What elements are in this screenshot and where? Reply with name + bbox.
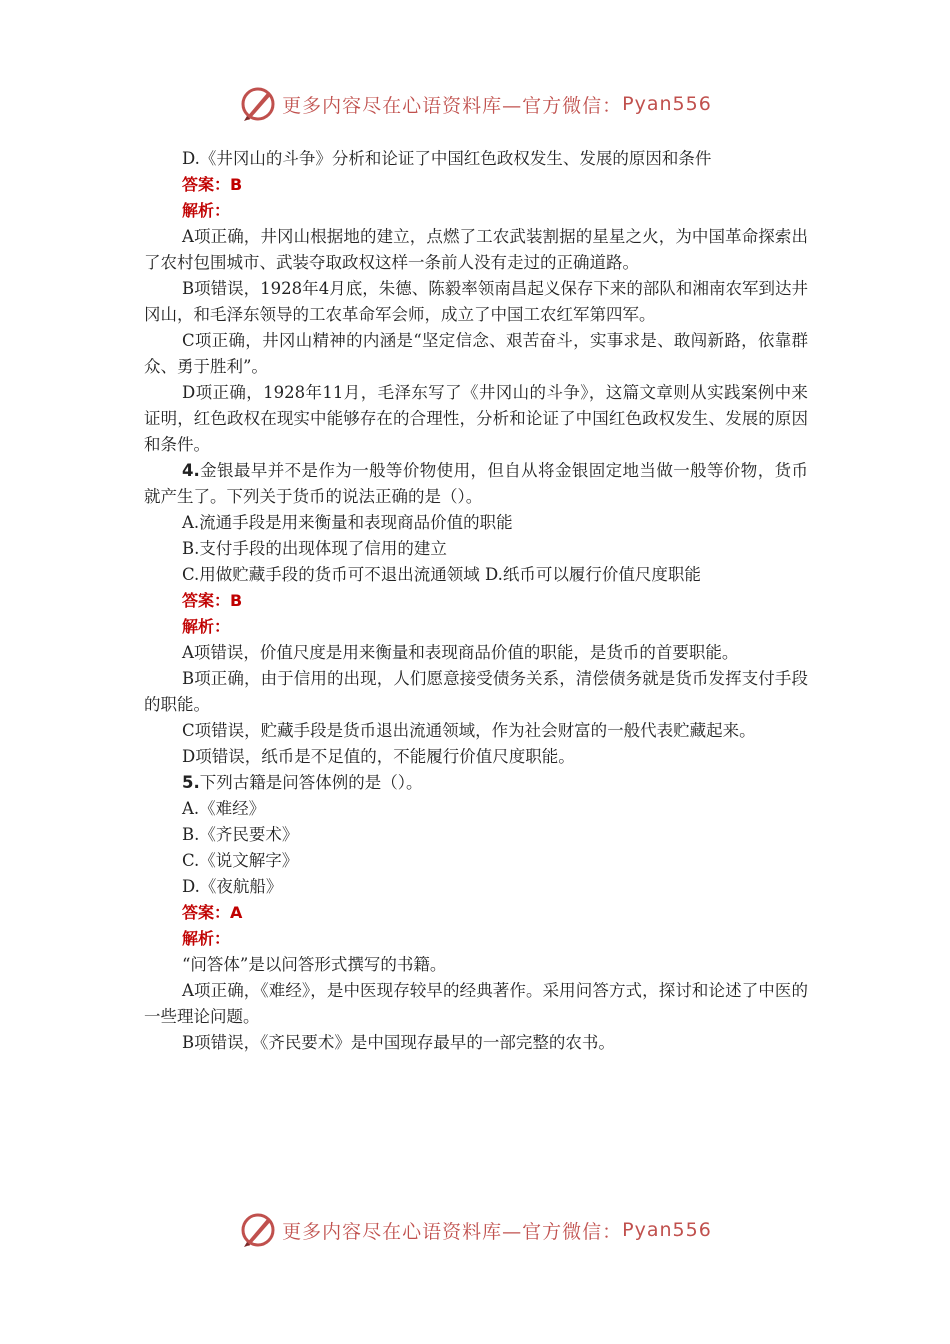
answer-label: 答案：B <box>182 591 243 610</box>
banner-wechat-id: Pyan556 <box>622 1219 712 1241</box>
question-number: 5. <box>182 773 200 792</box>
explanation-paragraph: B项错误，《齐民要术》是中国现存最早的一部完整的农书。 <box>182 1033 615 1052</box>
option-d: D.《夜航船》 <box>182 877 283 896</box>
analysis-label: 解析： <box>182 617 231 636</box>
explanation-paragraph: C项错误，贮藏手段是货币退出流通领域，作为社会财富的一般代表贮藏起来。 <box>182 721 756 740</box>
banner-text: 更多内容尽在心语资料库—官方微信： <box>282 94 623 117</box>
explanation-paragraph: A项正确，《难经》，是中医现存较早的经典著作。采用问答方式，探讨和论述了中医的一些理论问题。 <box>144 981 808 1026</box>
option-c-d: C.用做贮藏手段的货币可不退出流通领域 D.纸币可以履行价值尺度职能 <box>182 565 701 584</box>
explanation-paragraph: B项正确，由于信用的出现，人们愿意接受债务关系，清偿债务就是货币发挥支付手段的职能。 <box>144 669 808 714</box>
option-a: A.《难经》 <box>182 799 266 818</box>
explanation-paragraph: D项正确，1928年11月，毛泽东写了《井冈山的斗争》，这篇文章则从实践案例中来证明，红色政权在现实中能够存在的合理性，分析和论证了中国红色政权发生、发展的原因和条件。 <box>144 383 808 454</box>
answer-label: 答案：A <box>182 903 243 922</box>
explanation-paragraph: “问答体”是以问答形式撰写的书籍。 <box>182 955 447 974</box>
question-text: 金银最早并不是作为一般等价物使用，但自从将金银固定地当做一般等价物，货币就产生了。下列关于货币的说法正确的是（）。 <box>144 461 808 506</box>
analysis-label: 解析： <box>182 201 231 220</box>
question-text: 下列古籍是问答体例的是（）。 <box>199 773 423 792</box>
option-a: A.流通手段是用来衡量和表现商品价值的职能 <box>182 513 513 532</box>
answer-label: 答案：B <box>182 175 243 194</box>
banner-wechat-id: Pyan556 <box>622 93 712 115</box>
explanation-paragraph: B项错误，1928年4月底，朱德、陈毅率领南昌起义保存下来的部队和湘南农军到达井冈山，和毛泽东领导的工农革命军会师，成立了中国工农红军第四军。 <box>144 279 808 324</box>
analysis-label: 解析： <box>182 929 231 948</box>
pen-logo-icon <box>238 1210 278 1250</box>
option-b: B.支付手段的出现体现了信用的建立 <box>182 539 447 558</box>
explanation-paragraph: A项错误，价值尺度是用来衡量和表现商品价值的职能，是货币的首要职能。 <box>182 643 739 662</box>
pen-logo-icon <box>238 84 278 124</box>
footer-banner <box>0 1210 950 1250</box>
question-number: 4. <box>182 461 200 480</box>
banner-text: 更多内容尽在心语资料库—官方微信： <box>282 1220 623 1243</box>
explanation-paragraph: C项正确，井冈山精神的内涵是“坚定信念、艰苦奋斗，实事求是、敢闯新路，依靠群众、勇于胜利”。 <box>144 331 808 376</box>
question-5 <box>144 770 808 796</box>
explanation-paragraph: D项错误，纸币是不足值的，不能履行价值尺度职能。 <box>182 747 575 766</box>
option-b: B.《齐民要术》 <box>182 825 299 844</box>
option-c: C.《说文解字》 <box>182 851 299 870</box>
option-d: D.《井冈山的斗争》分析和论证了中国红色政权发生、发展的原因和条件 <box>182 149 712 168</box>
explanation-paragraph: A项正确，井冈山根据地的建立，点燃了工农武装割据的星星之火，为中国革命探索出了农村包围城市、武装夺取政权这样一条前人没有走过的正确道路。 <box>144 227 808 272</box>
question-4 <box>144 458 808 510</box>
header-banner <box>0 84 950 124</box>
document-body <box>144 146 808 1056</box>
